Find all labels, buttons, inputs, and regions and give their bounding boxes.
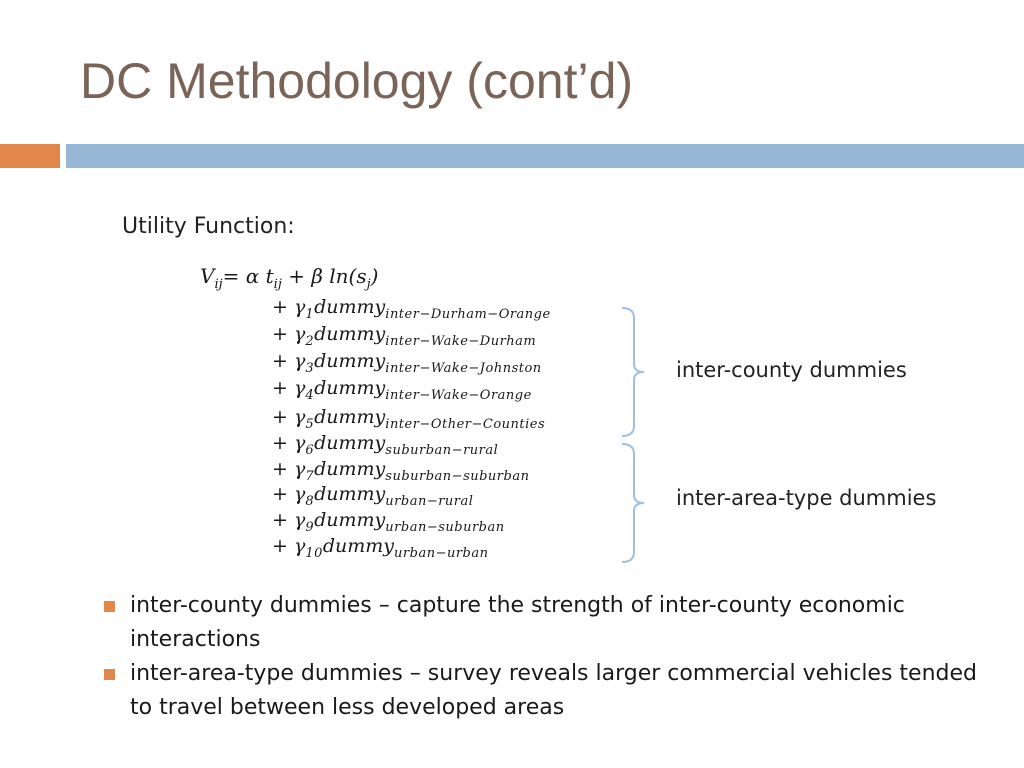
accent-bar-orange	[0, 144, 60, 168]
equation-term: + $\gamma_3dummy_{inter-Wake-Johnston}$	[272, 350, 542, 376]
equation-term: + $\gamma_5dummy_{inter-Other-Counties}$	[272, 406, 546, 432]
eq-s-sub: j	[366, 277, 371, 292]
utility-equation	[200, 264, 551, 561]
eq-t-sub: ij	[273, 277, 282, 292]
equation-term: + $\gamma_7dummy_{suburban-suburban}$	[272, 458, 530, 484]
bullet-text: inter-area-type dummies – survey reveals larger commercial vehicles tended to travel between less developed areas	[130, 661, 977, 720]
bullet-item	[104, 589, 984, 657]
slide-title: DC Methodology (cont’d)	[80, 53, 634, 109]
brace-inter-area-type	[620, 442, 646, 564]
equation-term: + $\gamma_2dummy_{inter-Wake-Durham}$	[272, 323, 537, 349]
eq-rhs-close: )	[370, 264, 379, 288]
bullet-item	[104, 657, 984, 725]
equation-main-line	[200, 264, 378, 294]
square-bullet-icon	[104, 669, 115, 680]
equation-term: + $\gamma_4dummy_{inter-Wake-Orange}$	[272, 377, 532, 403]
bullet-list	[104, 589, 984, 725]
group-label-inter-area-type: inter-area-type dummies	[676, 486, 937, 510]
bullet-text: inter-county dummies – capture the strength of inter-county economic interactions	[130, 593, 905, 652]
eq-rhs-rest: + β ln(s	[281, 264, 367, 288]
eq-rhs: = α t	[222, 264, 274, 288]
square-bullet-icon	[104, 601, 115, 612]
equation-term: + $\gamma_9dummy_{urban-suburban}$	[272, 509, 505, 535]
equation-term: + $\gamma_{10}dummy_{urban-urban}$	[272, 535, 489, 561]
equation-term: + $\gamma_6dummy_{suburban-rural}$	[272, 432, 499, 458]
group-label-inter-county: inter-county dummies	[676, 358, 907, 382]
equation-term: + $\gamma_8dummy_{urban-rural}$	[272, 483, 474, 509]
utility-function-heading: Utility Function:	[122, 214, 295, 239]
accent-bar-blue	[66, 144, 1024, 168]
eq-lhs: V	[200, 264, 215, 288]
brace-inter-county	[620, 306, 646, 438]
eq-lhs-sub: ij	[214, 277, 223, 292]
equation-term: + $\gamma_1dummy_{inter-Durham-Orange}$	[272, 296, 551, 322]
